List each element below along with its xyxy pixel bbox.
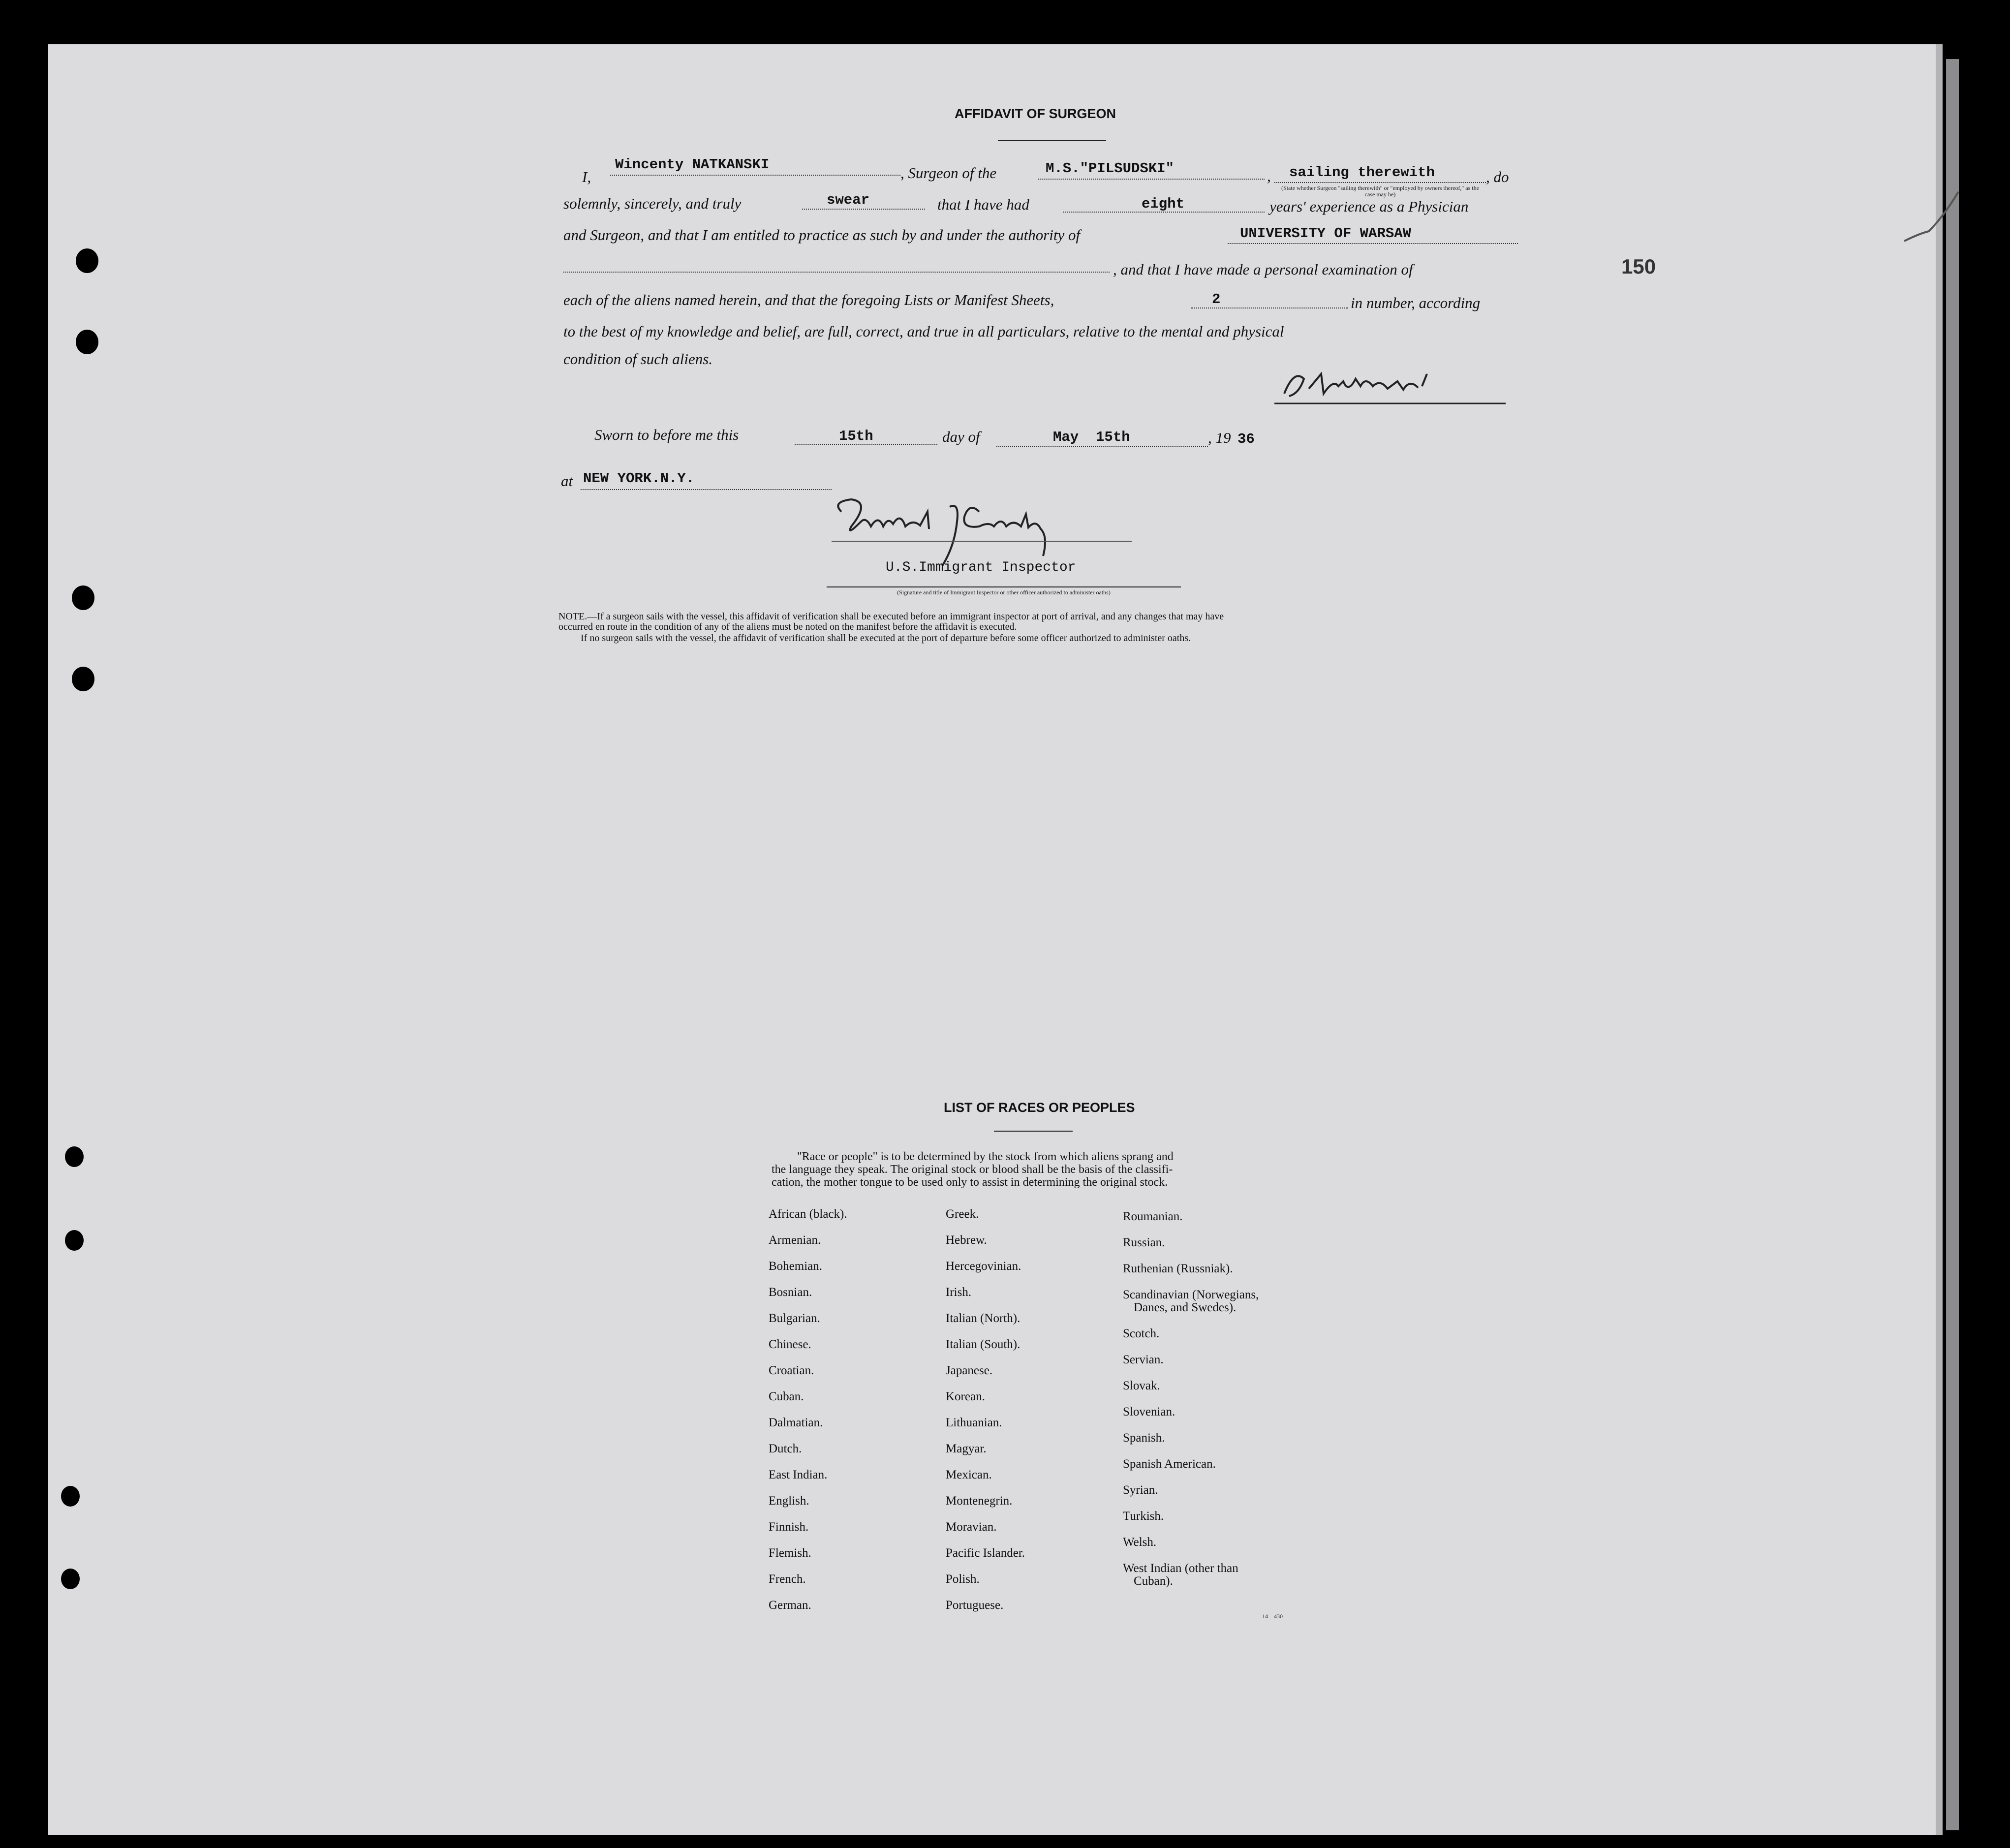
- day-of-label: day of: [942, 428, 980, 445]
- belief-line: to the best of my knowledge and belief, are full, correct, and true in all particulars, relative to the mental and physical: [563, 323, 1284, 340]
- vessel-name: M.S."PILSUDSKI": [1046, 160, 1175, 177]
- race-item: African (black).: [769, 1207, 847, 1221]
- sworn-month: May 15th: [1053, 429, 1130, 445]
- race-item: Turkish.: [1123, 1509, 1164, 1523]
- races-title-rule: [994, 1131, 1073, 1132]
- title-rule: [998, 140, 1106, 141]
- race-item: Slovak.: [1123, 1379, 1160, 1392]
- authority: UNIVERSITY OF WARSAW: [1240, 225, 1412, 242]
- binder-hole: [65, 1230, 84, 1251]
- field-line: [996, 446, 1208, 447]
- binder-hole: [65, 1146, 84, 1167]
- race-item: Bulgarian.: [769, 1312, 820, 1325]
- race-item: Syrian.: [1123, 1483, 1158, 1497]
- binder-hole: [72, 585, 94, 610]
- surgeon-line: and Surgeon, and that I am entitled to practice as such by and under the authority of: [563, 226, 1081, 244]
- binder-hole: [61, 1486, 80, 1507]
- oath-type: swear: [827, 192, 870, 208]
- condition-line: condition of such aliens.: [563, 350, 713, 368]
- race-item: Bosnian.: [769, 1286, 812, 1299]
- race-item: Korean.: [946, 1390, 985, 1403]
- sworn-place: NEW YORK.N.Y.: [583, 470, 695, 487]
- race-item: Cuban.: [769, 1390, 804, 1403]
- at-label: at: [561, 472, 573, 490]
- binder-hole: [76, 248, 98, 273]
- race-item: Spanish.: [1123, 1431, 1165, 1445]
- do-label: , do: [1486, 168, 1509, 185]
- field-line: [1228, 243, 1518, 244]
- race-item: Montenegrin.: [946, 1494, 1013, 1508]
- race-item: Dalmatian.: [769, 1416, 823, 1429]
- race-item: Bohemian.: [769, 1260, 823, 1273]
- race-item: East Indian.: [769, 1468, 828, 1481]
- page-number: 150: [1621, 255, 1656, 278]
- form-number: 14—430: [1262, 1613, 1283, 1620]
- officer-title: U.S.Immigrant Inspector: [886, 560, 1076, 575]
- exam-label: , and that I have made a personal examination of: [1113, 261, 1413, 278]
- surgeon-of-label: , Surgeon of the: [900, 164, 997, 182]
- race-item: Dutch.: [769, 1442, 802, 1455]
- sheets-count: 2: [1212, 291, 1221, 308]
- race-item: Portuguese.: [946, 1599, 1004, 1612]
- races-intro-line-2: the language they speak. The original stock or blood shall be the basis of the classifi-: [772, 1163, 1173, 1176]
- experience-label: years' experience as a Physician: [1269, 198, 1469, 215]
- race-item: Greek.: [946, 1207, 979, 1221]
- i-label: I,: [582, 168, 591, 185]
- aliens-line: each of the aliens named herein, and that the foregoing Lists or Manifest Sheets,: [563, 291, 1054, 308]
- sworn-label: Sworn to before me this: [594, 426, 739, 443]
- sworn-day: 15th: [839, 428, 873, 444]
- race-item: Hercegovinian.: [946, 1260, 1021, 1273]
- race-item: Flemish.: [769, 1546, 811, 1560]
- races-title: LIST OF RACES OR PEOPLES: [944, 1100, 1135, 1115]
- sailing-hint: (State whether Surgeon "sailing therewith" or "employed by owners thereof," as the case may be): [1281, 185, 1479, 198]
- race-item: Lithuanian.: [946, 1416, 1002, 1429]
- races-intro-line-3: cation, the mother tongue to be used only to assist in determining the original stock.: [772, 1176, 1168, 1189]
- race-item: Mexican.: [946, 1468, 992, 1481]
- in-number-label: in number, according: [1351, 294, 1481, 311]
- race-item: Italian (South).: [946, 1338, 1020, 1351]
- race-item: Welsh.: [1123, 1536, 1157, 1549]
- race-item: Roumanian.: [1123, 1210, 1183, 1223]
- race-item: Scandinavian (Norwegians,: [1123, 1288, 1259, 1301]
- field-line: [610, 175, 900, 176]
- document-page: [48, 44, 1943, 1835]
- race-item: Spanish American.: [1123, 1457, 1216, 1471]
- note-line-3: If no surgeon sails with the vessel, the affidavit of verification shall be executed at the port of departure before some officer authorized to administer oaths.: [581, 633, 1191, 644]
- race-item: Servian.: [1123, 1353, 1164, 1366]
- race-item: Slovenian.: [1123, 1405, 1175, 1418]
- race-item: Japanese.: [946, 1364, 993, 1377]
- binder-hole: [72, 667, 94, 691]
- race-item: English.: [769, 1494, 809, 1508]
- race-item: Italian (North).: [946, 1312, 1020, 1325]
- field-line: [581, 489, 832, 490]
- race-item: Danes, and Swedes).: [1134, 1301, 1237, 1314]
- years-experience: eight: [1142, 196, 1185, 212]
- sailing-status: sailing therewith: [1289, 164, 1435, 181]
- race-item: Moravian.: [946, 1520, 997, 1534]
- officer-hint: (Signature and title of Immigrant Inspector or other officer authorized to administer oaths): [897, 589, 1111, 596]
- have-had-label: that I have had: [937, 196, 1029, 213]
- binder-hole: [61, 1569, 80, 1589]
- race-item: Finnish.: [769, 1520, 809, 1534]
- race-item: French.: [769, 1572, 806, 1586]
- race-item: Ruthenian (Russniak).: [1123, 1262, 1233, 1275]
- race-item: Scotch.: [1123, 1327, 1160, 1340]
- affidavit-title: AFFIDAVIT OF SURGEON: [955, 106, 1116, 121]
- race-item: West Indian (other than: [1123, 1562, 1238, 1575]
- paper-crease-mark: [1899, 187, 1963, 251]
- race-item: Cuban).: [1134, 1574, 1173, 1588]
- field-line: [795, 444, 937, 445]
- page-edge: [1946, 59, 1959, 1830]
- race-item: Russian.: [1123, 1236, 1165, 1249]
- races-intro-line-1: "Race or people" is to be determined by the stock from which aliens sprang and: [797, 1150, 1174, 1163]
- race-item: German.: [769, 1599, 811, 1612]
- race-item: Armenian.: [769, 1233, 821, 1247]
- race-item: Polish.: [946, 1572, 980, 1586]
- field-line: [1038, 179, 1265, 180]
- race-item: Croatian.: [769, 1364, 814, 1377]
- race-item: Chinese.: [769, 1338, 811, 1351]
- officer-rule: [827, 586, 1181, 587]
- field-line: [563, 272, 1110, 273]
- race-item: Magyar.: [946, 1442, 987, 1455]
- surgeon-name: Wincenty NATKANSKI: [615, 156, 770, 173]
- race-item: Irish.: [946, 1286, 972, 1299]
- surgeon-signature: [1274, 359, 1506, 413]
- field-line: [1063, 212, 1265, 213]
- field-line: [802, 209, 925, 210]
- year-suffix: 36: [1237, 431, 1255, 447]
- binder-hole: [76, 330, 98, 354]
- race-item: Pacific Islander.: [946, 1546, 1025, 1560]
- year-prefix: , 19: [1208, 429, 1231, 446]
- note-line-2: occurred en route in the condition of any of the aliens must be noted on the manifest before the affidavit is executed.: [558, 621, 1017, 632]
- solemnly-label: solemnly, sincerely, and truly: [563, 195, 742, 212]
- race-item: Hebrew.: [946, 1233, 987, 1247]
- field-line: [1274, 182, 1486, 183]
- note-line-1: NOTE.—If a surgeon sails with the vessel, this affidavit of verification shall be executed before an immigrant inspector at port of arrival, and any changes that may have: [558, 611, 1224, 622]
